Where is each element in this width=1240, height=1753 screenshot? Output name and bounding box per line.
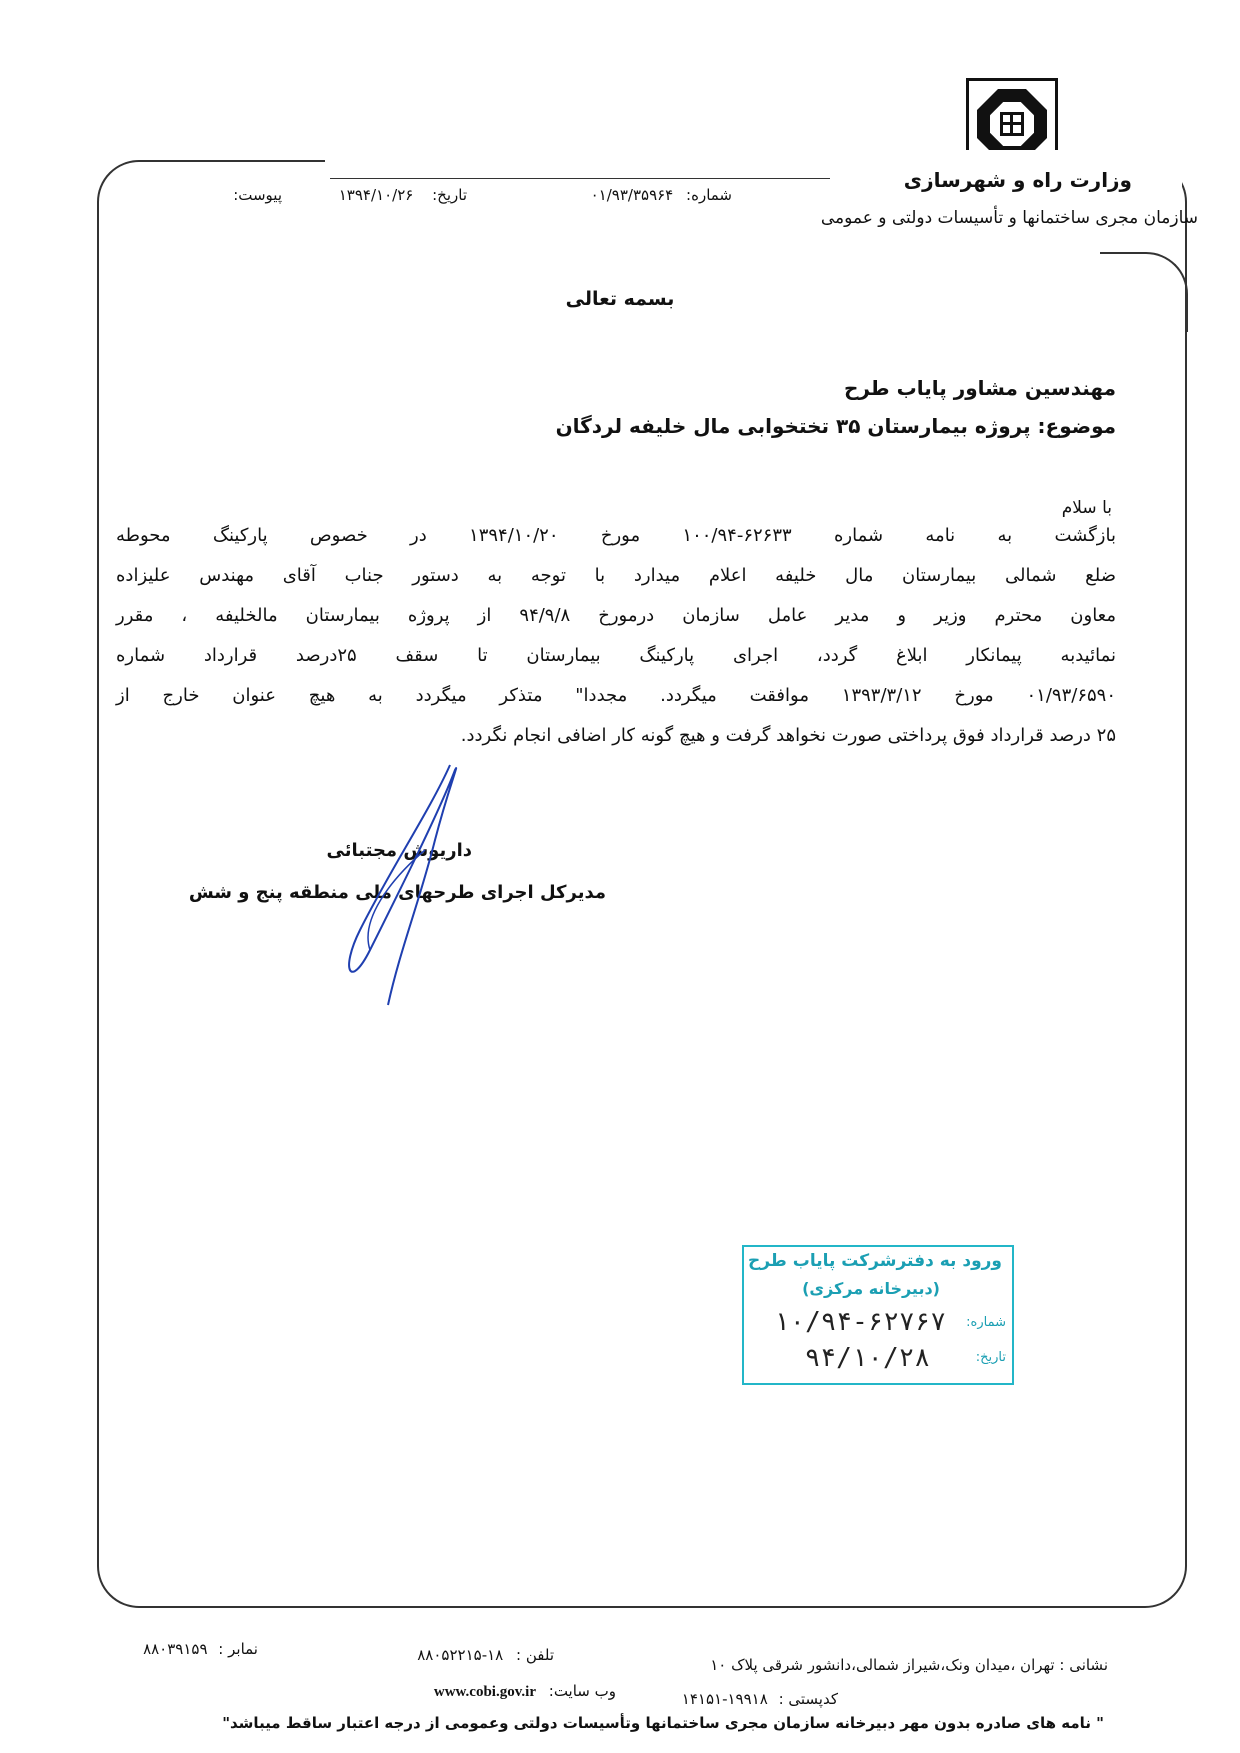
organization-name: سازمان مجری ساختمانها و تأسیسات دولتی و عمومی bbox=[820, 208, 1198, 228]
signer-name: داریوش مجتبائی bbox=[326, 840, 472, 861]
body-line: ۲۵ درصد قرارداد فوق پرداختی صورت نخواهد گرفت و هیچ گونه کار اضافی انجام نگردد. bbox=[460, 725, 1116, 746]
stamp-subtitle: (دبیرخانه مرکزی) bbox=[802, 1279, 940, 1298]
footer-address: نشانی : تهران ،میدان ونک،شیراز شمالی،دانشور شرقی پلاک ۱۰ bbox=[710, 1656, 1108, 1674]
body-line: نمائیدبه پیمانکار ابلاغ گردد، اجرای پارکینگ بیمارستان تا سقف ۲۵درصد قرارداد شماره bbox=[116, 645, 1116, 666]
subject: موضوع: پروژه بیمارستان ۳۵ تختخوابی مال خلیفه لردگان bbox=[555, 414, 1116, 438]
letter-date: تاریخ: ۱۳۹۴/۱۰/۲۶ bbox=[338, 186, 467, 204]
footer-notice: " نامه های صادره بدون مهر دبیرخانه سازمان مجری ساختمانها وتأسیسات دولتی وعمومی از درجه اعتبار ساقط میباشد" bbox=[222, 1714, 1104, 1732]
letter-number: شماره: ۰۱/۹۳/۳۵۹۶۴ bbox=[590, 186, 732, 204]
footer-website: وب سایت: www.cobi.gov.ir bbox=[433, 1682, 616, 1700]
stamp-number-label: شماره: bbox=[966, 1315, 1006, 1330]
signer-title: مدیرکل اجرای طرحهای ملی منطقه پنج و شش bbox=[188, 882, 606, 903]
stamp-date-label: تاریخ: bbox=[975, 1350, 1006, 1365]
window-icon bbox=[1000, 112, 1024, 136]
stamp-date-value: ۹۴/۱۰/۲۸ bbox=[804, 1343, 930, 1373]
handwritten-signature bbox=[330, 750, 490, 1010]
receipt-stamp bbox=[742, 1245, 1014, 1385]
body-line: ۰۱/۹۳/۶۵۹۰ مورخ ۱۳۹۳/۳/۱۲ موافقت میگردد. مجددا" متذکر میگردد به هیچ عنوان خارج از bbox=[116, 685, 1116, 706]
greeting: با سلام bbox=[1061, 498, 1112, 518]
body-line: معاون محترم وزیر و مدیر عامل سازمان درمورخ ۹۴/۹/۸ از پروژه بیمارستان مالخلیفه ، مقرر bbox=[116, 605, 1117, 626]
footer-phone: تلفن : ۱۸-۸۸۰۵۲۲۱۵ bbox=[417, 1646, 554, 1664]
header-rule bbox=[330, 178, 830, 179]
stamp-number-value: ۱۰/۹۴-۶۲۷۶۷ bbox=[773, 1307, 946, 1337]
footer-postal-code: کدپستی : ۱۹۹۱۸-۱۴۱۵۱ bbox=[681, 1690, 838, 1708]
addressee: مهندسین مشاور پایاب طرح bbox=[843, 376, 1116, 400]
stamp-title: ورود به دفترشرکت پایاب طرح bbox=[747, 1251, 1002, 1271]
letter-attachment: پیوست: bbox=[233, 186, 282, 204]
invocation: بسمه تعالی bbox=[565, 288, 675, 310]
ministry-name: وزارت راه و شهرسازی bbox=[903, 168, 1132, 192]
footer-fax: نمابر : ۸۸۰۳۹۱۵۹ bbox=[143, 1640, 258, 1658]
body-line: بازگشت به نامه شماره ۶۲۶۳۳-۱۰۰/۹۴ مورخ ۱۳۹۴/۱۰/۲۰ در خصوص پارکینگ محوطه bbox=[116, 525, 1116, 546]
body-line: ضلع شمالی بیمارستان مال خلیفه اعلام میدارد با توجه به دستور جناب آقای مهندس علیزاده bbox=[116, 565, 1116, 586]
